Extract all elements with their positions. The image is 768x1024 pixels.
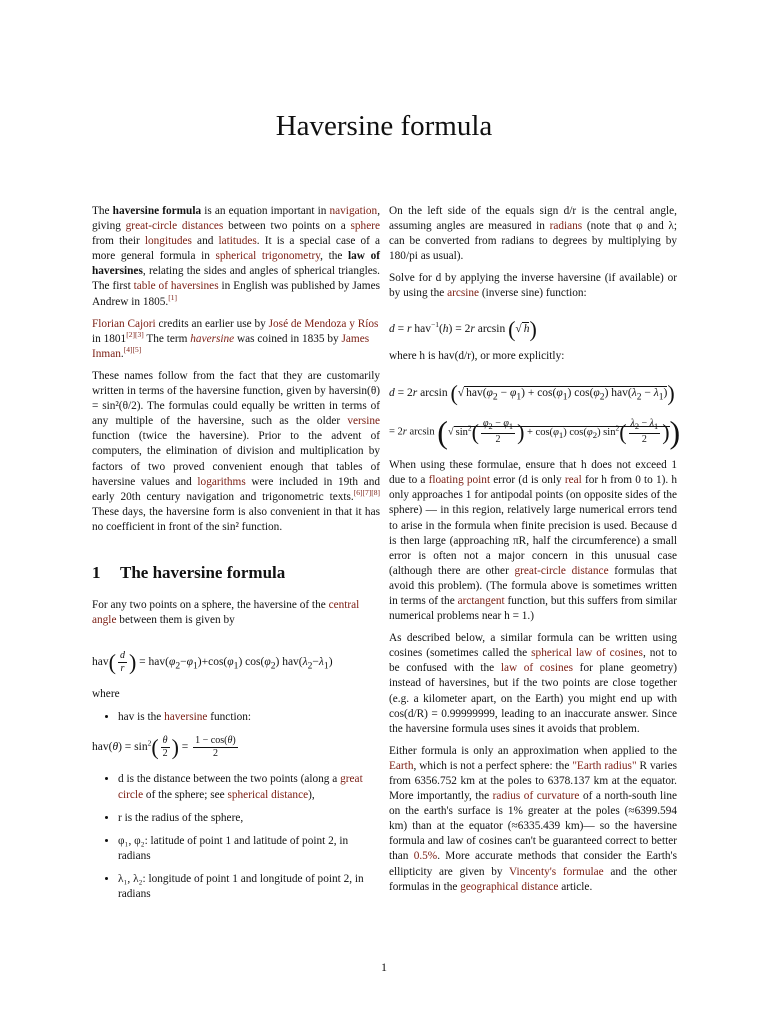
- right-paragraph-2: [389, 271, 677, 301]
- ref-2-3[interactable]: [2][3]: [126, 329, 144, 339]
- text: These days, the haversine form is also convenient in that it has no coefficient in front of the sin² function.: [92, 505, 380, 533]
- text: between two points on a: [223, 220, 351, 233]
- text: (note that φ and λ; can be converted from radians to degrees by multiplying by 180/pi as usual).: [389, 220, 677, 263]
- text: between them is given by: [116, 614, 235, 627]
- link-arcsine[interactable]: arcsine: [447, 287, 480, 300]
- link-versine[interactable]: versine: [347, 415, 380, 428]
- link-arctangent[interactable]: arctangent: [457, 594, 505, 607]
- text: was coined in 1835 by: [234, 332, 342, 345]
- equation-inverse-haversine: d = r hav$^{-1}$(h) = 2r arcsin (√ h): [389, 315, 537, 341]
- link-jose-de-mendoza[interactable]: José de Mendoza y Ríos: [268, 317, 379, 330]
- text: For any two points on a sphere, the haversine of the: [92, 599, 329, 612]
- equation-haversine-central: hav( $\frac{d}{r}$ ) = $hav(\varphi_2-\varphi_1)+\cos(\varphi_1)$ $\cos(\varphi_2)$ $hav(\lambda_2-\lambda_1)$: [92, 649, 333, 675]
- equation-explicit-2: = 2r arcsin (√ $\sin^2$( $\frac{\varphi_2 - \varphi_1}{2}$ ) + $\cos(\varphi_1)$ $\cos(\varphi_2)$ $\sin^2$( $\frac{\lambda_2 - \lambda_1}{2}$ )): [389, 414, 681, 451]
- text: of a north-south line on the earth's surface is 1% greater at the poles (≈6399.594 km) than at the equator (≈6335.439 km)— so the haversine formula and law of cosines can't be guaranteed correct to better than: [389, 790, 677, 863]
- text: . More accurate methods that consider the Earth's ellipticity are given by: [389, 850, 677, 878]
- right-paragraph-4: [389, 458, 677, 624]
- text: article.: [558, 880, 593, 893]
- link-spherical-trigonometry[interactable]: spherical trigonometry: [215, 250, 321, 263]
- list-item: [118, 772, 380, 802]
- text: from their: [92, 235, 145, 248]
- text: (inverse sine) function:: [479, 287, 587, 300]
- list-item: [118, 710, 380, 725]
- text: The term: [143, 332, 191, 345]
- section-paragraph-1: [92, 598, 380, 628]
- page-title: Haversine formula: [275, 110, 493, 142]
- text: in English was published by James Andrew in 1805.: [92, 280, 380, 308]
- text: function:: [207, 711, 252, 724]
- text: , the: [320, 250, 349, 263]
- equation-explicit-1: d = 2r arcsin (√ $hav(\varphi_2 - \varphi_1) + \cos(\varphi_1)$ $\cos(\varphi_2) hav(\lambda_2 - \lambda_1)$): [389, 380, 675, 406]
- right-paragraph-6: [389, 744, 677, 895]
- list-item: • λ₁, λ₂: longitude of point 1 and longitude of point 2, in radians: [118, 872, 380, 902]
- link-longitudes[interactable]: longitudes: [144, 235, 192, 248]
- ref-6-7-8[interactable]: [6][7][8]: [353, 487, 380, 497]
- section-number: 1: [92, 562, 101, 582]
- text: were included in 19th and early 20th century navigation and trigonometric texts.: [92, 475, 380, 503]
- right-paragraph-1: [389, 204, 677, 264]
- text: formulas that avoid this problem). (The formula above is sometimes written in terms of the: [389, 564, 677, 607]
- text: On the left side of the equals sign d/r is the central angle, assuming angles are measured in: [389, 205, 677, 233]
- where-label: where: [92, 688, 120, 701]
- text: . It is a special case of a more general formula in: [92, 235, 380, 263]
- text: , relating the sides and angles of spherical triangles. The first: [92, 265, 380, 293]
- link-table-of-haversines[interactable]: table of haversines: [133, 280, 219, 293]
- bold-term: law of haversines: [92, 250, 380, 278]
- link-latitudes[interactable]: latitudes: [218, 235, 257, 248]
- text: R varies from 6356.752 km at the poles to 6378.137 km at the equator. More importantly, the: [389, 759, 677, 803]
- link-half-percent[interactable]: 0.5%: [413, 850, 438, 863]
- text: , which is not a perfect sphere: the: [413, 759, 573, 772]
- link-haversine-term[interactable]: haversine: [190, 332, 235, 345]
- ref-4-5[interactable]: [4][5]: [123, 345, 142, 355]
- left-column: [92, 204, 380, 910]
- text: , giving: [92, 205, 381, 233]
- text: , not to be confused with the: [389, 647, 678, 675]
- text: of the sphere; see: [143, 788, 228, 801]
- link-earth[interactable]: Earth: [389, 759, 414, 772]
- text: ),: [308, 788, 315, 801]
- link-floating-point[interactable]: floating point: [428, 474, 491, 487]
- list-item: • φ₁, φ₂: latitude of point 1 and latitude of point 2, in radians: [118, 834, 380, 864]
- definitions-list: [92, 710, 380, 725]
- text: The: [92, 205, 113, 217]
- bold-term: haversine formula: [112, 205, 202, 217]
- list-item: • r is the radius of the sphere,: [118, 811, 380, 826]
- text: function, but this suffers from similar numerical problems near h = 1.): [389, 594, 677, 623]
- link-james-inman[interactable]: James Inman: [92, 332, 370, 360]
- link-radians[interactable]: radians: [549, 220, 583, 233]
- link-logarithms[interactable]: logarithms: [197, 475, 246, 488]
- section-title: The haversine formula: [120, 562, 286, 582]
- intro-paragraph-3: [92, 369, 380, 535]
- link-spherical-distance[interactable]: spherical distance: [227, 788, 309, 801]
- text: error (d is only: [490, 474, 565, 487]
- link-geographical-distance[interactable]: geographical distance: [460, 880, 559, 893]
- link-haversine[interactable]: haversine: [164, 711, 208, 724]
- text: These names follow from the fact that they are customarily written in terms of the haversine function, given by haversin(θ) = sin²(θ/2). The formulas could equally be written in terms of any multiple of the haversine, such as the older: [92, 369, 380, 428]
- text: .: [120, 347, 124, 360]
- text: When using these formulae, ensure that h does not exceed 1 due to a: [389, 459, 677, 487]
- link-vincentys-formulae[interactable]: Vincenty's formulae: [509, 865, 604, 878]
- text: Solve for d by applying the inverse haversine (if available) or by using the: [389, 272, 677, 300]
- link-great-circle-distances[interactable]: great-circle distances: [125, 220, 224, 233]
- link-great-circle-distance[interactable]: great-circle distance: [514, 564, 609, 577]
- link-real[interactable]: real: [564, 474, 582, 487]
- link-law-of-cosines[interactable]: law of cosines: [500, 662, 574, 675]
- text: As described below, a similar formula can be written using cosines (sometimes called the: [389, 632, 677, 660]
- text: is an equation important in: [201, 205, 330, 217]
- link-earth-radius[interactable]: "Earth radius": [572, 759, 637, 772]
- link-spherical-law-of-cosines[interactable]: spherical law of cosines: [531, 647, 643, 660]
- text: and the other formulas in the: [389, 865, 678, 893]
- ref-1[interactable]: [1]: [168, 292, 177, 302]
- equation-hav-definition: $hav(\theta) = \sin^2$( $\frac{\theta}{2}$ ) = $\frac{1 - \cos(\theta)}{2}$: [92, 734, 236, 760]
- text: in 1801: [92, 332, 127, 345]
- link-radius-of-curvature[interactable]: radius of curvature: [492, 790, 580, 803]
- right-column: [389, 204, 681, 902]
- page-number: 1: [381, 960, 387, 974]
- definitions-list-2: [92, 772, 380, 902]
- text: credits an earlier use by: [155, 317, 269, 330]
- intro-paragraph-2: [92, 317, 380, 362]
- text: function (twice the haversine). Prior to the advent of computers, the elimination of division and multiplication by factors of two proved convenient enough that tables of haversine values and: [92, 430, 380, 488]
- text: for plane geometry) instead of haversines, but if the two points are close together (e.g. a kilometer apart, on the Earth) you might end up with cos(d/R) = 0.99999999, leading to an inaccurate answer. Since the haversine formula uses sines it avoids that problem.: [389, 662, 677, 735]
- text: and: [191, 235, 219, 248]
- right-paragraph-5: [389, 631, 677, 737]
- intro-paragraph-1: [92, 204, 380, 310]
- link-sphere[interactable]: sphere: [350, 220, 380, 233]
- link-navigation[interactable]: navigation: [329, 205, 378, 217]
- text: hav is the: [118, 711, 165, 724]
- link-florian-cajori[interactable]: Florian Cajori: [92, 317, 156, 330]
- text: for h from 0 to 1). h only approaches 1 for antipodal points (on opposite sides of the sphere) — in this region, relatively large numerical errors tend to arise in the formula when finite precision is used. Because d is then large (approaching πR, half the circumference) a small error is often not a major concern in this unusual case (although there are other: [389, 474, 677, 577]
- link-central-angle[interactable]: central angle: [92, 599, 360, 627]
- text: Either formula is only an approximation when applied to the: [389, 744, 677, 757]
- right-paragraph-3: where h is hav(d/r), or more explicitly:: [389, 349, 565, 362]
- section-heading: [92, 562, 380, 582]
- text: d is the distance between the two points (along a: [118, 773, 341, 786]
- link-great-circle[interactable]: great circle: [118, 773, 363, 801]
